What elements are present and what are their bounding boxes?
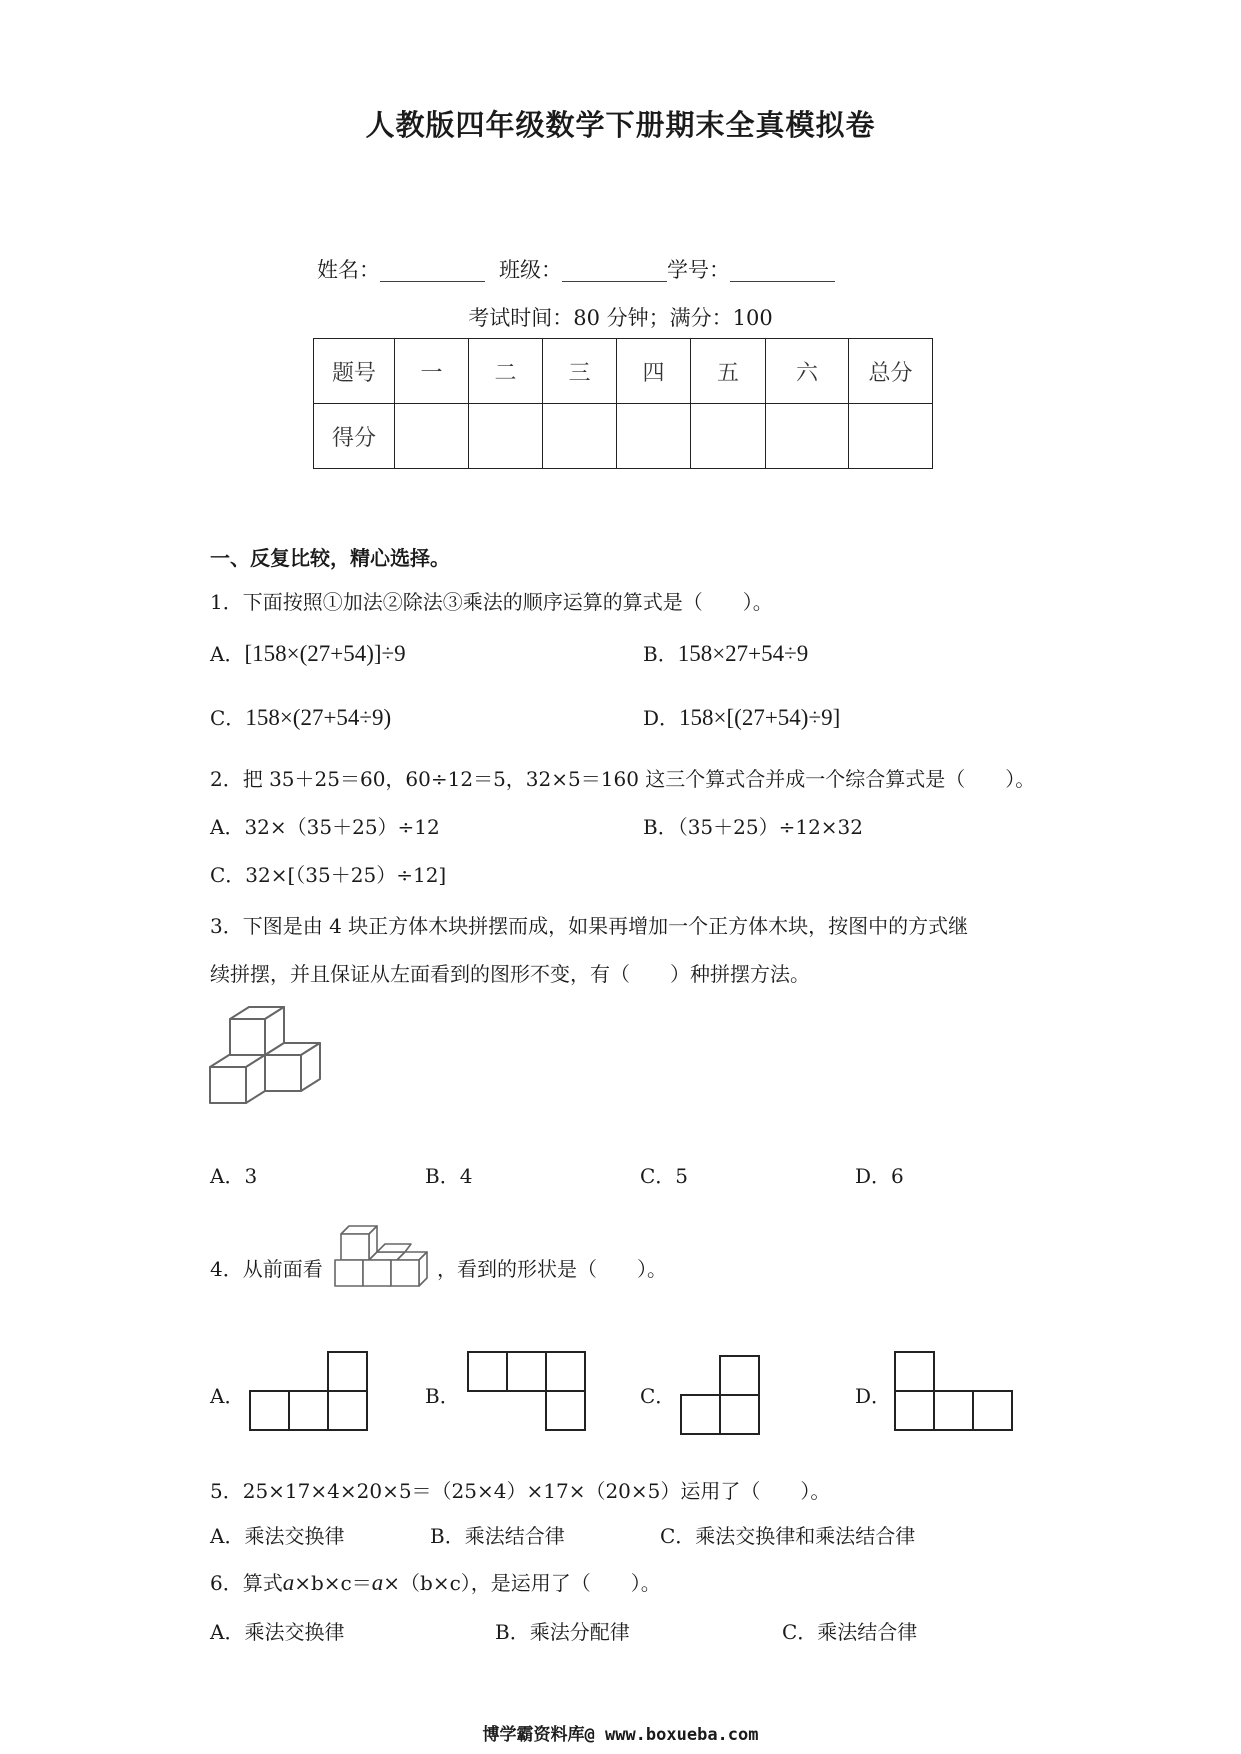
q2-option-c[interactable]: C．32×[（35＋25）÷12] [210, 863, 447, 887]
q2-option-a[interactable]: A．32×（35＋25）÷12 [210, 815, 440, 839]
score-row-label: 得分 [314, 404, 395, 469]
q5-stem: 5．25×17×4×20×5＝（25×4）×17×（20×5）运用了（ ）。 [210, 1479, 831, 1503]
score-header-cell: 六 [766, 339, 849, 404]
q1-stem: 1．下面按照①加法②除法③乘法的顺序运算的算式是（ ）。 [210, 590, 773, 614]
name-label: 姓名： [317, 258, 380, 282]
q1-option-a-letter: A． [210, 642, 245, 666]
score-header-cell: 三 [543, 339, 617, 404]
score-cell[interactable] [395, 404, 469, 469]
q4-option-b-shape[interactable] [466, 1350, 588, 1435]
q4-option-c-label[interactable]: C． [640, 1384, 676, 1408]
q3-option-d[interactable]: D．6 [855, 1164, 904, 1188]
name-blank: __________ [380, 258, 485, 282]
q4-option-a-label[interactable]: A． [210, 1384, 245, 1408]
score-cell[interactable] [543, 404, 617, 469]
score-table [313, 338, 933, 469]
q1-option-b[interactable] [643, 638, 808, 667]
q6-stem-mid: ×b×c＝ [294, 1571, 372, 1595]
score-table-header-row [314, 339, 933, 404]
q4-option-c-shape[interactable] [679, 1354, 763, 1438]
q6-var-a: a [282, 1570, 295, 1595]
score-cell[interactable] [766, 404, 849, 469]
score-header-cell: 题号 [314, 339, 395, 404]
cube [210, 1055, 265, 1103]
score-header-cell: 二 [469, 339, 543, 404]
q4-stem-before: 4．从前面看 [210, 1257, 323, 1281]
q3-option-c[interactable]: C．5 [640, 1164, 689, 1188]
q2-stem: 2．把 35＋25＝60，60÷12＝5，32×5＝160 这三个算式合并成一个综合算式是（ ）。 [210, 767, 1036, 791]
q3-option-a[interactable]: A．3 [210, 1164, 258, 1188]
score-cell[interactable] [469, 404, 543, 469]
q6-stem-before: 6．算式 [210, 1571, 283, 1595]
q5-option-b[interactable]: B．乘法结合律 [430, 1524, 565, 1548]
q1-option-c[interactable] [210, 702, 391, 731]
score-header-cell: 四 [617, 339, 691, 404]
score-header-cell: 总分 [849, 339, 933, 404]
id-label: 学号： [667, 258, 730, 282]
score-cell[interactable] [691, 404, 766, 469]
q4-option-d-label[interactable]: D． [855, 1384, 892, 1408]
score-header-cell: 五 [691, 339, 766, 404]
q1-option-b-letter: B． [643, 642, 678, 666]
q3-option-b[interactable]: B．4 [425, 1164, 473, 1188]
q6-stem [210, 1567, 661, 1596]
q2-option-b[interactable]: B．（35＋25）÷12×32 [643, 815, 864, 839]
q1-option-c-expr: 158×(27+54÷9) [245, 705, 392, 730]
q1-option-d-expr: 158×[(27+54)÷9] [679, 705, 841, 730]
section-heading: 一、反复比较，精心选择。 [210, 546, 450, 570]
cube [265, 1043, 320, 1091]
q4-option-d-shape[interactable] [893, 1350, 1015, 1435]
q1-option-d-letter: D． [643, 706, 680, 730]
q1-option-a-expr: [158×(27+54)]÷9 [244, 641, 406, 666]
q3-stem-line2: 续拼摆，并且保证从左面看到的图形不变，有（ ）种拼摆方法。 [210, 962, 810, 986]
q6-option-a[interactable]: A．乘法交换律 [210, 1620, 345, 1644]
q1-option-b-expr: 158×27+54÷9 [677, 641, 809, 666]
q1-option-d[interactable] [643, 702, 840, 731]
q1-option-a[interactable] [210, 638, 406, 667]
cube-stack-figure [205, 1005, 330, 1135]
q5-option-a[interactable]: A．乘法交换律 [210, 1524, 345, 1548]
q6-stem-after: ×（b×c），是运用了（ ）。 [383, 1571, 661, 1595]
score-table-score-row [314, 404, 933, 469]
id-blank: __________ [730, 258, 835, 282]
q3-stem-line1: 3．下图是由 4 块正方体木块拼摆而成，如果再增加一个正方体木块，按图中的方式继 [210, 914, 969, 938]
score-cell[interactable] [849, 404, 933, 469]
student-info [317, 254, 835, 284]
q4-solid-figure [333, 1222, 430, 1300]
class-label: 班级： [499, 258, 562, 282]
q6-option-c[interactable]: C．乘法结合律 [782, 1620, 918, 1644]
q6-option-b[interactable]: B．乘法分配律 [495, 1620, 630, 1644]
q4-option-b-label[interactable]: B． [425, 1384, 460, 1408]
q6-var-a: a [371, 1570, 384, 1595]
score-cell[interactable] [617, 404, 691, 469]
q1-option-c-letter: C． [210, 706, 246, 730]
q5-option-c[interactable]: C．乘法交换律和乘法结合律 [660, 1524, 916, 1548]
footer-watermark: 博学霸资料库@ www.boxueba.com [482, 1725, 759, 1745]
q4-stem-after: ，看到的形状是（ ）。 [437, 1257, 667, 1281]
exam-time: 考试时间：80 分钟；满分：100 [468, 306, 773, 330]
q4-option-a-shape[interactable] [248, 1350, 368, 1435]
class-blank: __________ [562, 258, 667, 282]
score-header-cell: 一 [395, 339, 469, 404]
page-title: 人教版四年级数学下册期末全真模拟卷 [365, 108, 876, 142]
